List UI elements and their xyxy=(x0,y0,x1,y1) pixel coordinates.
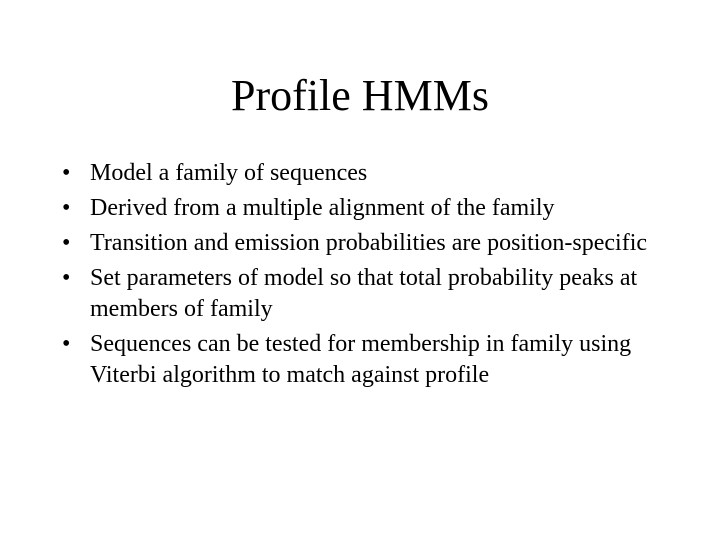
bullet-list xyxy=(60,158,670,395)
bullet-marker-icon: • xyxy=(62,195,71,221)
bullet-item xyxy=(60,193,670,224)
slide-title: Profile HMMs xyxy=(231,71,489,120)
bullet-marker-icon: • xyxy=(62,230,71,256)
bullet-marker-icon: • xyxy=(62,160,71,186)
bullet-item xyxy=(60,263,670,325)
bullet-text: Set parameters of model so that total probability peaks at members of family xyxy=(90,265,638,322)
bullet-text: Sequences can be tested for membership in family using Viterbi algorithm to match against profile xyxy=(90,331,632,388)
bullet-text: Derived from a multiple alignment of the family xyxy=(90,195,555,221)
bullet-marker-icon: • xyxy=(62,331,71,357)
bullet-item xyxy=(60,329,670,391)
bullet-item xyxy=(60,228,670,259)
bullet-item xyxy=(60,158,670,189)
bullet-text: Model a family of sequences xyxy=(90,160,368,186)
bullet-text: Transition and emission probabilities are position-specific xyxy=(90,230,648,256)
bullet-marker-icon: • xyxy=(62,265,71,291)
